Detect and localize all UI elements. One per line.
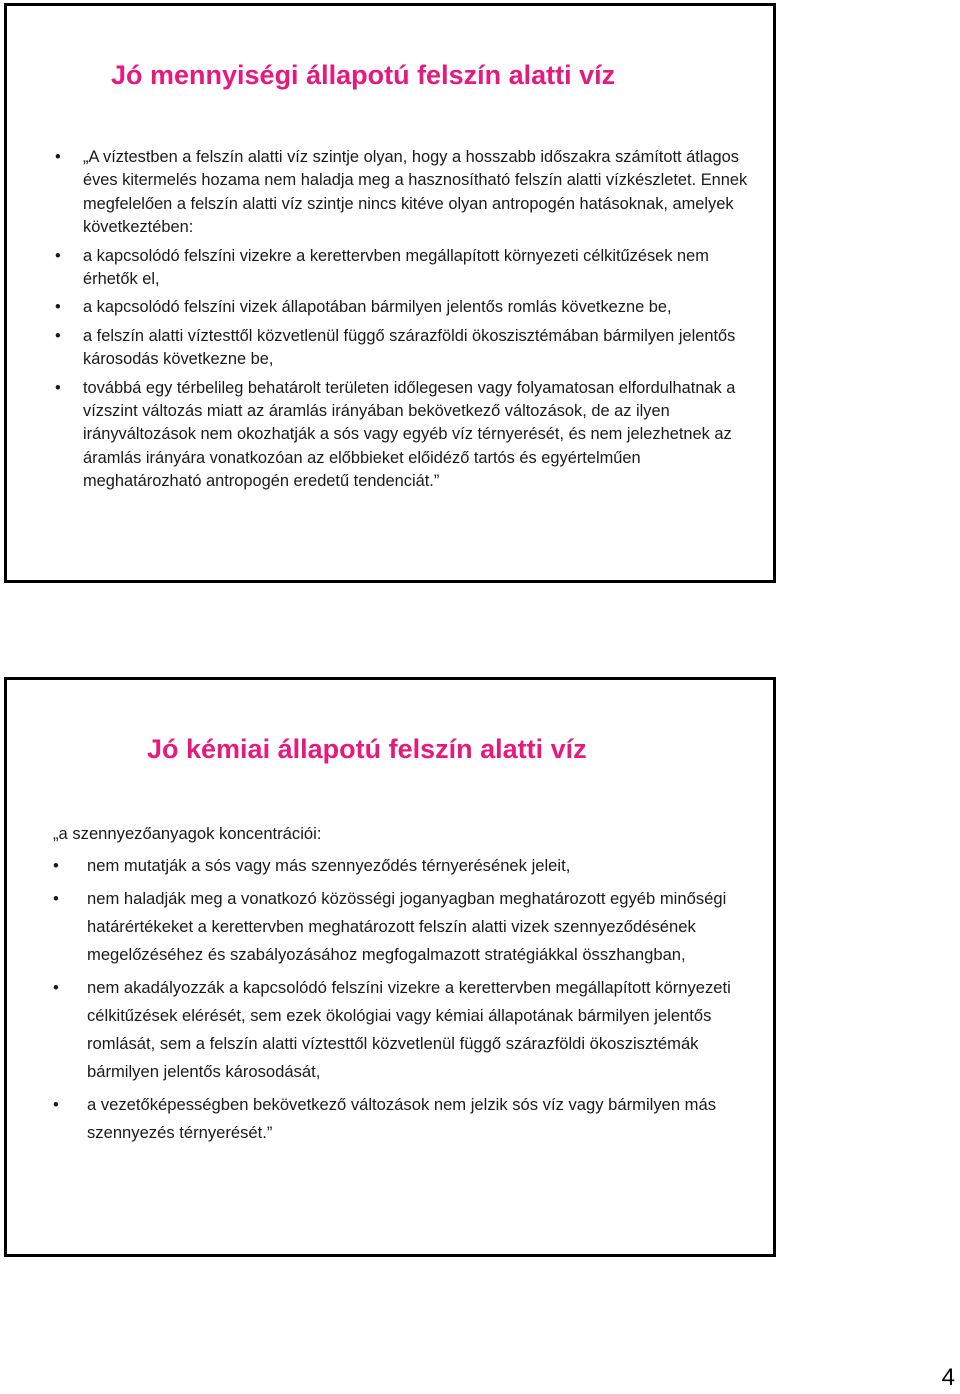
list-item xyxy=(53,974,763,1086)
list-item-text: a kapcsolódó felszíni vizekre a kerettervben megállapított környezeti célkitűzések nem érhetők el, xyxy=(83,246,709,289)
bullet: • xyxy=(53,889,59,908)
list-item-text: a vezetőképességben bekövetkező változások nem jelzik sós víz vagy bármilyen más szennyezés térnyerését.” xyxy=(87,1095,717,1142)
bullet: • xyxy=(55,378,61,397)
page-number: 4 xyxy=(941,1364,955,1391)
list-item-intro xyxy=(55,146,755,240)
list-item-text: továbbá egy térbelileg behatárolt területen időlegesen vagy folyamatosan elfordulhatnak a vízszint változás miatt az áramlás irányában bekövetkező változások, de az ilyen irányváltozások nem okozhatják a sós vagy egyéb víz térnyerését, és nem jelezhetnek az áramlás irányára vonatkozóan az előbbieket előidéző tartós és egyértelműen meghatározható antropogén eredetű tendenciát.” xyxy=(83,378,736,491)
list-item xyxy=(55,377,755,494)
slide-body xyxy=(53,820,763,1152)
slide-body xyxy=(55,146,755,499)
list-item-text: nem haladják meg a vonatkozó közösségi joganyagban meghatározott egyéb minőségi határértékeket a kerettervben meghatározott felszín alatti vizek szennyeződésének megelőzéséhez és szabályozásához megfogalmazott stratégiákkal összhangban, xyxy=(87,889,727,964)
slide-title: Jó mennyiségi állapotú felszín alatti víz xyxy=(111,60,616,90)
list-item-text: a kapcsolódó felszíni vizek állapotában bármilyen jelentős romlás következne be, xyxy=(83,298,672,317)
slide-1 xyxy=(4,3,776,583)
bullet: • xyxy=(55,148,61,166)
list-item xyxy=(55,325,755,372)
slide-2 xyxy=(4,677,776,1257)
list-item xyxy=(55,245,755,292)
list-item xyxy=(53,885,763,969)
bullet: • xyxy=(53,978,59,997)
bullet: • xyxy=(55,246,61,265)
list-item-text: nem akadályozzák a kapcsolódó felszíni vizekre a kerettervben megállapított környezeti célkitűzések elérését, sem ezek ökológiai vagy kémiai állapotának bármilyen jelentős romlását, sem a felszín alatti víztesttől közvetlenül függő szárazföldi ökoszisztémák bármilyen jelentős károsodását, xyxy=(87,978,731,1081)
bullet: • xyxy=(53,1095,59,1114)
list-item xyxy=(53,1091,763,1147)
bullet: • xyxy=(53,856,59,875)
list-item xyxy=(53,852,763,880)
list-item xyxy=(55,296,755,319)
intro-text: „A víztestben a felszín alatti víz szintje olyan, hogy a hosszabb időszakra számított átlagos éves kitermelés hozama nem haladja meg a hasznosítható felszín alatti vízkészletet. Ennek megfelelően a felszín alatti víz szintje nincs kitéve olyan antropogén hatásoknak, amelyek következtében: xyxy=(83,148,748,237)
slide-title: Jó kémiai állapotú felszín alatti víz xyxy=(147,734,587,764)
intro-text: „a szennyezőanyagok koncentrációi: xyxy=(53,824,322,843)
bullet: • xyxy=(55,326,61,345)
list-item-text: a felszín alatti víztesttől közvetlenül függő szárazföldi ökoszisztémában bármilyen jelentős károsodás következne be, xyxy=(83,326,736,369)
intro-line xyxy=(53,820,763,848)
list-item-text: nem mutatják a sós vagy más szennyeződés térnyerésének jeleit, xyxy=(87,856,571,875)
bullet: • xyxy=(55,298,61,317)
